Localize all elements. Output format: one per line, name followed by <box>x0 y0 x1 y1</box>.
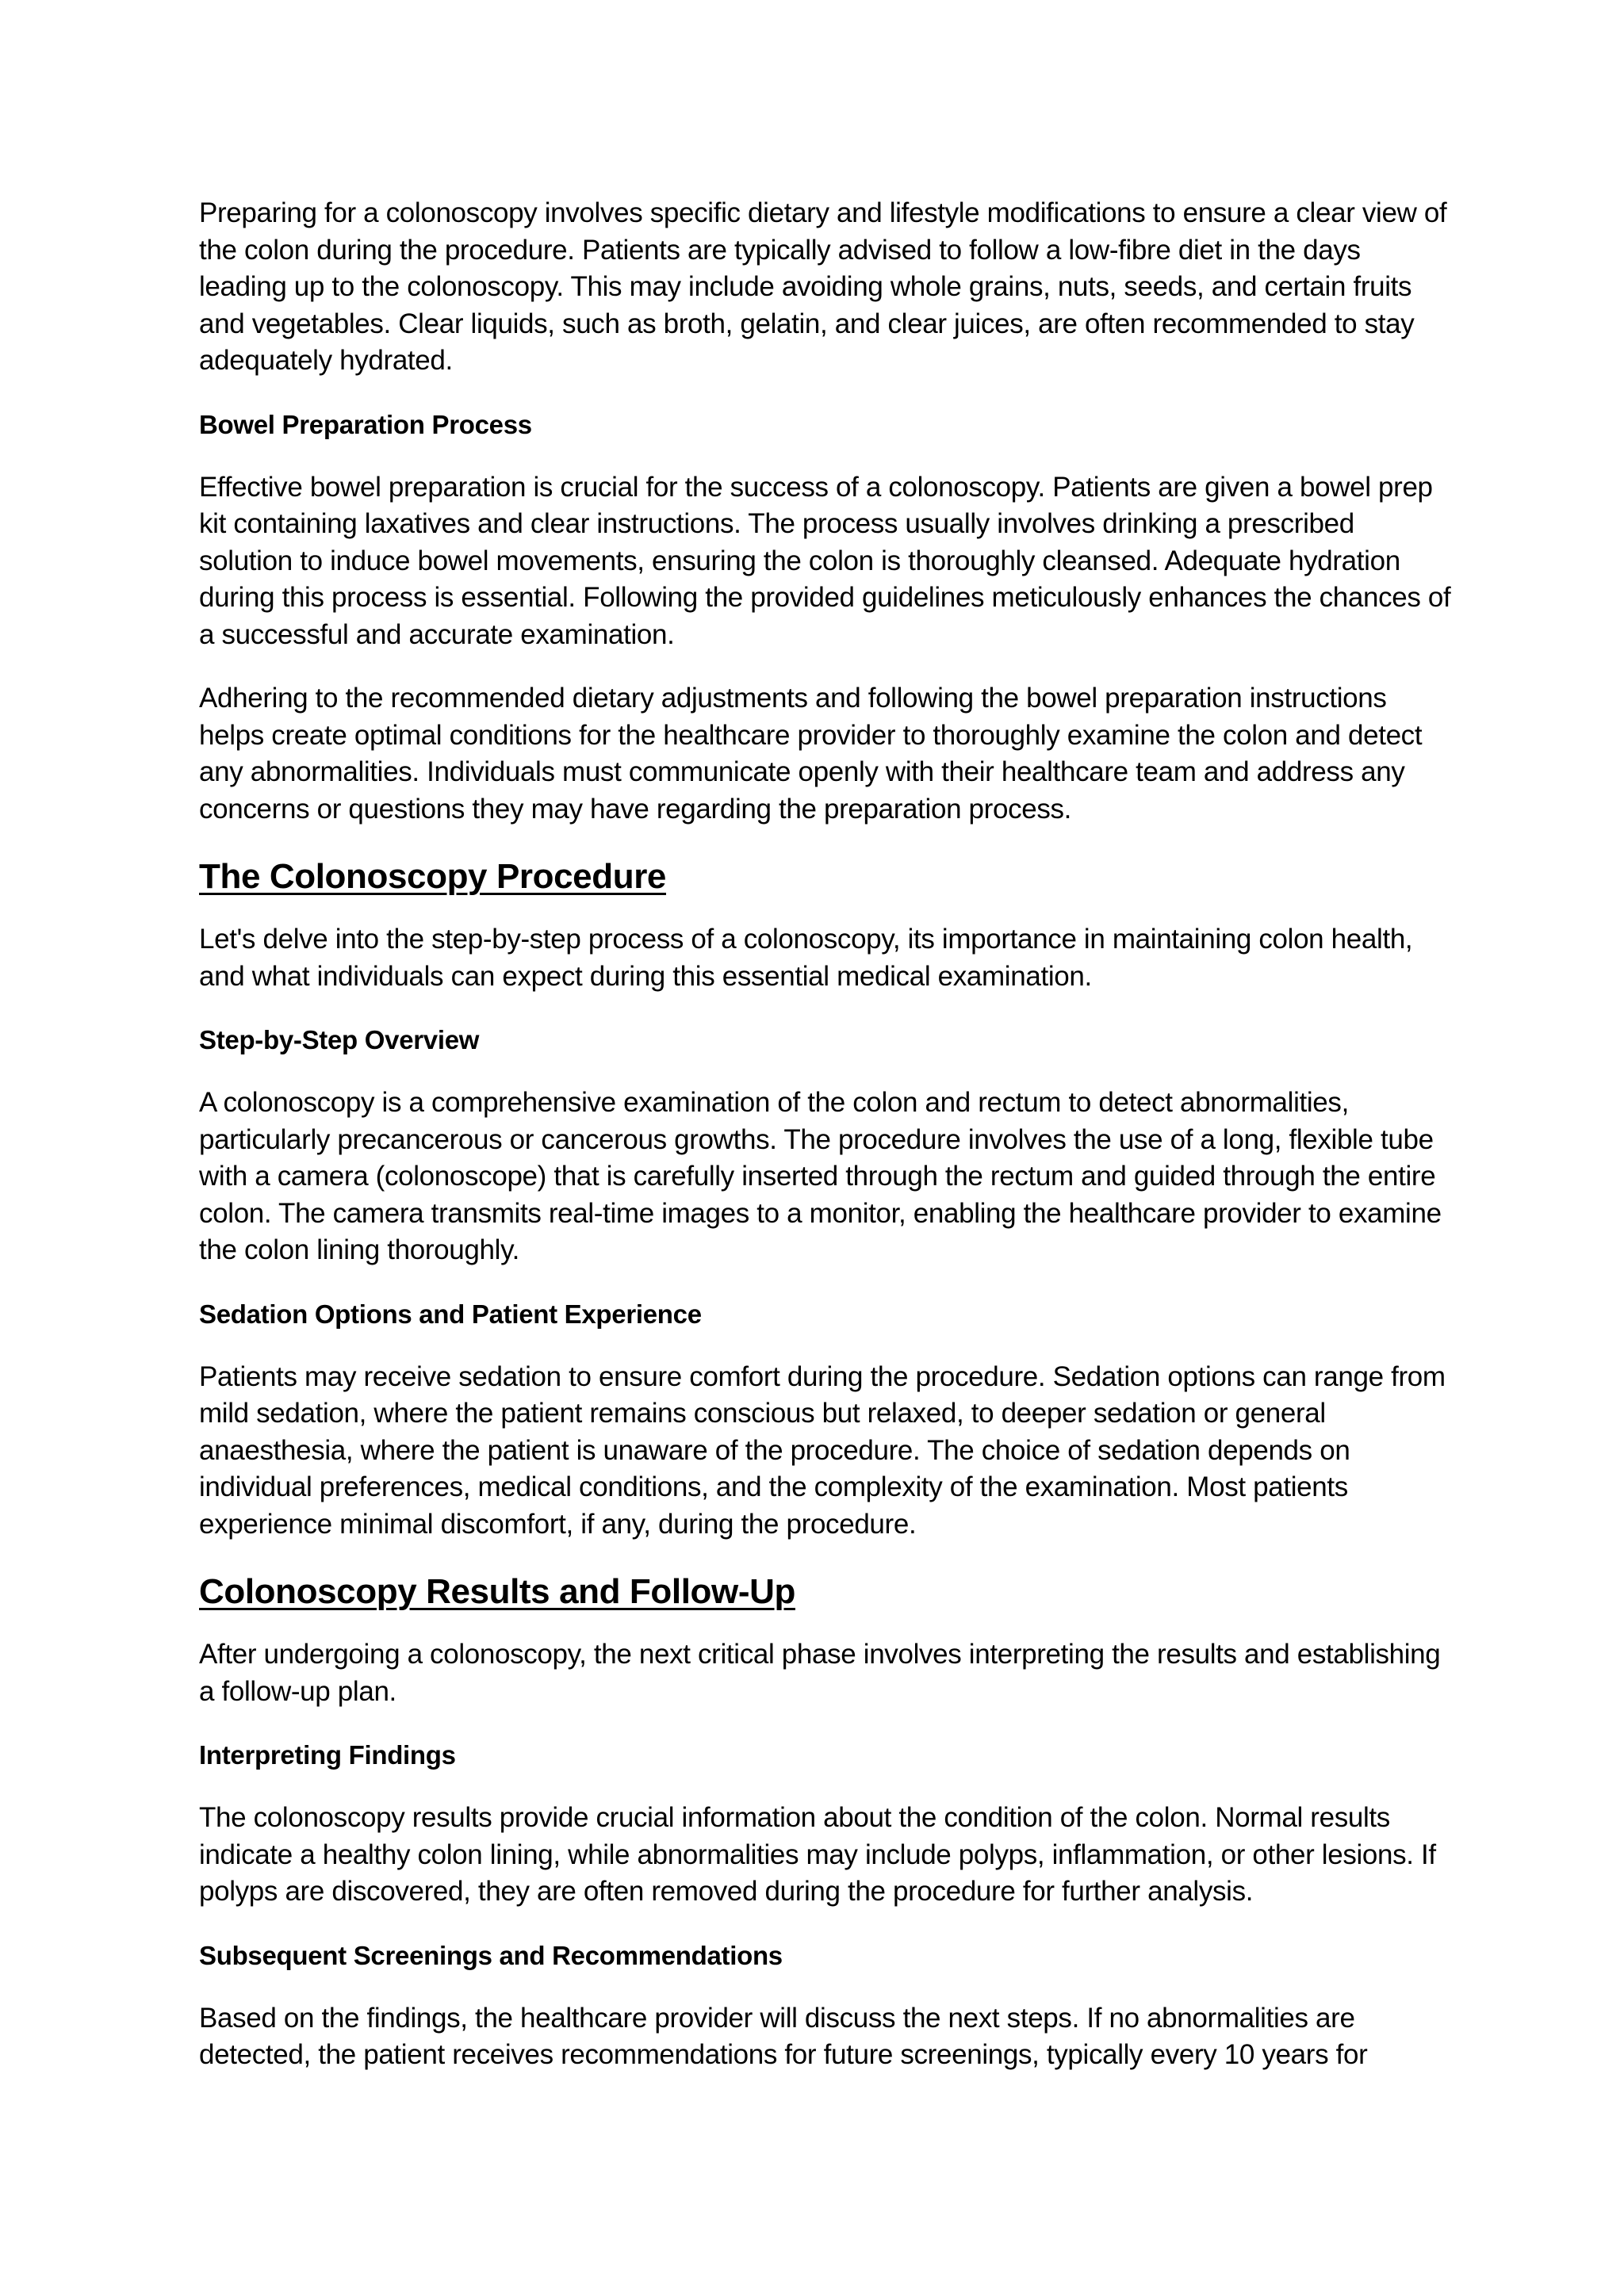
paragraph-bowel-preparation: Effective bowel preparation is crucial for the success of a colonoscopy. Patients are given a bowel prep kit containing laxatives and clear instructions. The process usually involves drinking a prescribed solution to induce bowel movements, ensuring the colon is thoroughly cleansed. Adequate hydration during this process is essential. Following the provided guidelines meticulously enhances the chances of a successful and accurate examination. <box>199 471 1451 650</box>
heading-bowel-preparation: Bowel Preparation Process <box>199 409 532 439</box>
heading-step-by-step: Step-by-Step Overview <box>199 1025 480 1054</box>
heading-colonoscopy-procedure: The Colonoscopy Procedure <box>199 857 666 896</box>
paragraph-diet-preparation: Preparing for a colonoscopy involves specific dietary and lifestyle modifications to ensure a clear view of the colon during the procedure. Patients are typically advised to follow a low-fibre diet in the days leading up to the colonoscopy. This may include avoiding whole grains, nuts, seeds, and certain fruits and vegetables. Clear liquids, such as broth, gelatin, and clear juices, are often recommended to stay adequately hydrated. <box>199 197 1447 376</box>
paragraph-results-intro: After undergoing a colonoscopy, the next critical phase involves interpreting the results and establishing a follow-up plan. <box>199 1639 1441 1707</box>
paragraph-adhering: Adhering to the recommended dietary adjustments and following the bowel preparation instructions helps create optimal conditions for the healthcare provider to thoroughly examine the colon and detect any abnormalities. Individuals must communicate openly with their healthcare team and address any concerns or questions they may have regarding the preparation process. <box>199 683 1423 825</box>
paragraph-procedure-intro: Let's delve into the step-by-step process of a colonoscopy, its importance in maintaining colon health, and what individuals can expect during this essential medical examination. <box>199 924 1413 992</box>
paragraph-interpreting-findings: The colonoscopy results provide crucial information about the condition of the colon. Normal results indicate a healthy colon lining, while abnormalities may include polyps, inflammation, or other lesions. If polyps are discovered, they are often removed during the procedure for further analysis. <box>199 1802 1436 1907</box>
heading-sedation-options: Sedation Options and Patient Experience <box>199 1299 702 1329</box>
paragraph-sedation-options: Patients may receive sedation to ensure comfort during the procedure. Sedation options can range from mild sedation, where the patient remains conscious but relaxed, to deeper sedation or general anaesthesia, where the patient is unaware of the procedure. The choice of sedation depends on individual preferences, medical conditions, and the complexity of the examination. Most patients experience minimal discomfort, if any, during the procedure. <box>199 1360 1446 1540</box>
heading-results-follow-up: Colonoscopy Results and Follow-Up <box>199 1572 795 1611</box>
paragraph-step-by-step: A colonoscopy is a comprehensive examination of the colon and rectum to detect abnormalities, particularly precancerous or cancerous growths. The procedure involves the use of a long, flexible tube with a camera (colonoscope) that is carefully inserted through the rectum and guided through the entire colon. The camera transmits real-time images to a monitor, enabling the healthcare provider to examine the colon lining thoroughly. <box>199 1087 1442 1265</box>
heading-interpreting-findings: Interpreting Findings <box>199 1740 456 1770</box>
heading-subsequent-screenings: Subsequent Screenings and Recommendations <box>199 1940 783 1970</box>
document-page <box>199 195 1452 2101</box>
paragraph-subsequent-screenings: Based on the findings, the healthcare provider will discuss the next steps. If no abnormalities are detected, the patient receives recommendations for future screenings, typically every 10 years for <box>199 2002 1368 2070</box>
